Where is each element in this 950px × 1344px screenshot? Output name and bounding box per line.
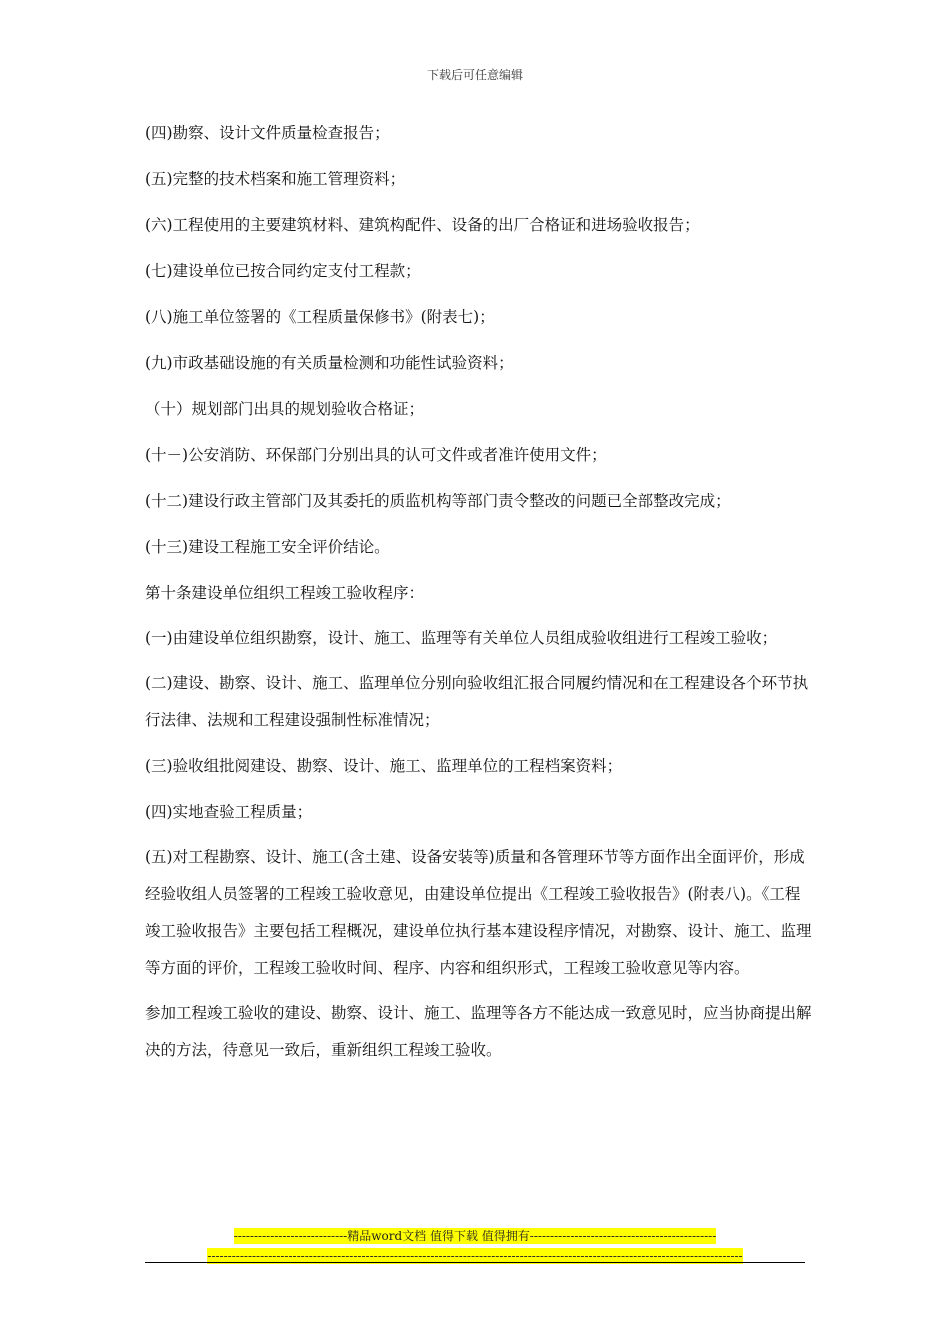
procedure-step-1: (一)由建设单位组织勘察，设计、施工、监理等有关单位人员组成验收组进行工程竣工验收； — [145, 629, 778, 647]
procedure-step-4: (四)实地查验工程质量； — [145, 803, 313, 821]
procedure-step-2: (二)建设、勘察、设计、施工、监理单位分别向验收组汇报合同履约情况和在工程建设各个环节执行法律、法规和工程建设强制性标准情况； — [145, 674, 809, 729]
paragraph-item-7: (七)建设单位已按合同约定支付工程款； — [145, 262, 421, 280]
footer-banner-line-2: ------------------------------------------------------------------------------------------------------------------------------------ — [207, 1249, 743, 1263]
disagreement-clause: 参加工程竣工验收的建设、勘察、设计、施工、监理等各方不能达成一致意见时，应当协商提出解决的方法，待意见一致后，重新组织工程竣工验收。 — [145, 1004, 812, 1059]
article-ten-heading: 第十条建设单位组织工程竣工验收程序： — [145, 584, 425, 602]
paragraph-item-9: (九)市政基础设施的有关质量检测和功能性试验资料； — [145, 354, 514, 372]
paragraph-item-13: (十三)建设工程施工安全评价结论。 — [145, 538, 390, 556]
footer-banner-line-1: ----------------------------精品word文档 值得下载 值得拥有---------------------------------------------- — [233, 1229, 717, 1243]
paragraph-item-10: （十）规划部门出具的规划验收合格证； — [145, 400, 425, 418]
paragraph-item-8: (八)施工单位签署的《工程质量保修书》(附表七)； — [145, 308, 495, 326]
paragraph-item-4: (四)勘察、设计文件质量检查报告； — [145, 124, 390, 142]
footer-divider — [145, 1262, 805, 1263]
page-header-note: 下载后可任意编辑 — [426, 68, 523, 82]
paragraph-item-6: (六)工程使用的主要建筑材料、建筑构配件、设备的出厂合格证和进场验收报告； — [145, 216, 700, 234]
procedure-step-3: (三)验收组批阅建设、勘察、设计、施工、监理单位的工程档案资料； — [145, 757, 623, 775]
paragraph-item-11: (十－)公安消防、环保部门分别出具的认可文件或者准许使用文件； — [145, 446, 607, 464]
paragraph-item-5: (五)完整的技术档案和施工管理资料； — [145, 170, 406, 188]
paragraph-item-12: (十二)建设行政主管部门及其委托的质监机构等部门责令整改的问题已全部整改完成； — [145, 492, 731, 510]
procedure-step-5: (五)对工程勘察、设计、施工(含土建、设备安装等)质量和各管理环节等方面作出全面评价，形成经验收组人员签署的工程竣工验收意见，由建设单位提出《工程竣工验收报告》(附表八)。《工程竣工验收报告》主要包括工程概况，建设单位执行基本建设程序情况，对勘察、设计、施工、监理等方面的评价，工程竣工验收时间、程序、内容和组织形式，工程竣工验收意见等内容。 — [145, 848, 812, 977]
document-body — [145, 120, 813, 1083]
